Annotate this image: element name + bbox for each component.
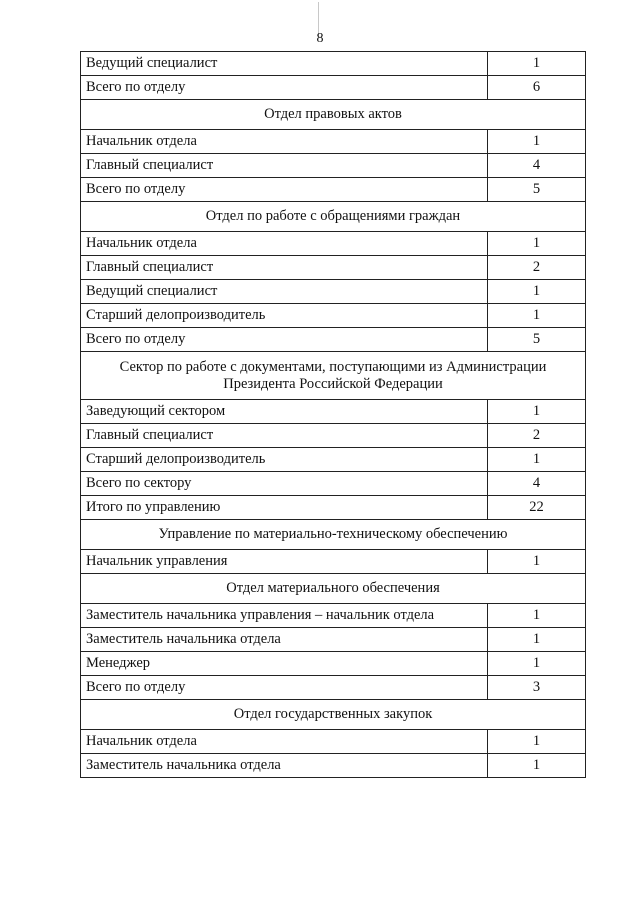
table-row — [81, 328, 586, 352]
headcount-cell: 22 — [488, 496, 586, 520]
table-row — [81, 424, 586, 448]
headcount-cell: 2 — [488, 424, 586, 448]
headcount-cell: 1 — [488, 280, 586, 304]
position-name-cell: Всего по отделу — [81, 328, 488, 352]
table-row — [81, 256, 586, 280]
position-name-cell: Всего по отделу — [81, 676, 488, 700]
table-row — [81, 304, 586, 328]
position-name-cell: Старший делопроизводитель — [81, 448, 488, 472]
section-title: Сектор по работе с документами, поступающими из Администрации Президента Российской Федерации — [81, 352, 586, 400]
headcount-cell: 1 — [488, 628, 586, 652]
position-name-cell: Заместитель начальника управления – начальник отдела — [81, 604, 488, 628]
headcount-cell: 2 — [488, 256, 586, 280]
section-header-row — [81, 520, 586, 550]
table-row — [81, 628, 586, 652]
position-name-cell: Начальник управления — [81, 550, 488, 574]
section-title: Отдел по работе с обращениями граждан — [81, 202, 586, 232]
position-name-cell: Начальник отдела — [81, 130, 488, 154]
headcount-cell: 1 — [488, 604, 586, 628]
headcount-cell: 1 — [488, 52, 586, 76]
headcount-cell: 1 — [488, 130, 586, 154]
table-row — [81, 232, 586, 256]
headcount-cell: 4 — [488, 154, 586, 178]
table-row — [81, 448, 586, 472]
section-header-row — [81, 100, 586, 130]
section-header-row — [81, 352, 586, 400]
headcount-cell: 1 — [488, 730, 586, 754]
table-row — [81, 496, 586, 520]
table-row — [81, 730, 586, 754]
section-header-row — [81, 202, 586, 232]
headcount-cell: 6 — [488, 76, 586, 100]
headcount-cell: 1 — [488, 550, 586, 574]
headcount-cell: 1 — [488, 652, 586, 676]
headcount-cell: 1 — [488, 304, 586, 328]
table-row — [81, 400, 586, 424]
position-name-cell: Всего по сектору — [81, 472, 488, 496]
table-row — [81, 754, 586, 778]
page-number: 8 — [316, 31, 324, 46]
table-row — [81, 652, 586, 676]
table-row — [81, 76, 586, 100]
position-name-cell: Заведующий сектором — [81, 400, 488, 424]
section-header-row — [81, 700, 586, 730]
position-name-cell: Главный специалист — [81, 256, 488, 280]
headcount-cell: 3 — [488, 676, 586, 700]
section-header-row — [81, 574, 586, 604]
section-title: Отдел материального обеспечения — [81, 574, 586, 604]
table-row — [81, 472, 586, 496]
position-name-cell: Заместитель начальника отдела — [81, 628, 488, 652]
position-name-cell: Ведущий специалист — [81, 280, 488, 304]
headcount-cell: 4 — [488, 472, 586, 496]
table-row — [81, 280, 586, 304]
table-row — [81, 52, 586, 76]
section-title: Отдел правовых актов — [81, 100, 586, 130]
table-row — [81, 130, 586, 154]
headcount-cell: 1 — [488, 232, 586, 256]
table-row — [81, 676, 586, 700]
headcount-cell: 1 — [488, 448, 586, 472]
headcount-cell: 1 — [488, 754, 586, 778]
position-name-cell: Заместитель начальника отдела — [81, 754, 488, 778]
position-name-cell: Главный специалист — [81, 154, 488, 178]
position-name-cell: Менеджер — [81, 652, 488, 676]
position-name-cell: Всего по отделу — [81, 178, 488, 202]
headcount-cell: 1 — [488, 400, 586, 424]
staffing-table — [80, 51, 586, 778]
position-name-cell: Начальник отдела — [81, 730, 488, 754]
section-title: Отдел государственных закупок — [81, 700, 586, 730]
table-row — [81, 178, 586, 202]
table-row — [81, 154, 586, 178]
section-title: Управление по материально-техническому обеспечению — [81, 520, 586, 550]
position-name-cell: Всего по отделу — [81, 76, 488, 100]
headcount-cell: 5 — [488, 178, 586, 202]
table-row — [81, 604, 586, 628]
position-name-cell: Начальник отдела — [81, 232, 488, 256]
position-name-cell: Старший делопроизводитель — [81, 304, 488, 328]
position-name-cell: Итого по управлению — [81, 496, 488, 520]
position-name-cell: Главный специалист — [81, 424, 488, 448]
staffing-table-body — [81, 52, 586, 778]
table-row — [81, 550, 586, 574]
headcount-cell: 5 — [488, 328, 586, 352]
position-name-cell: Ведущий специалист — [81, 52, 488, 76]
